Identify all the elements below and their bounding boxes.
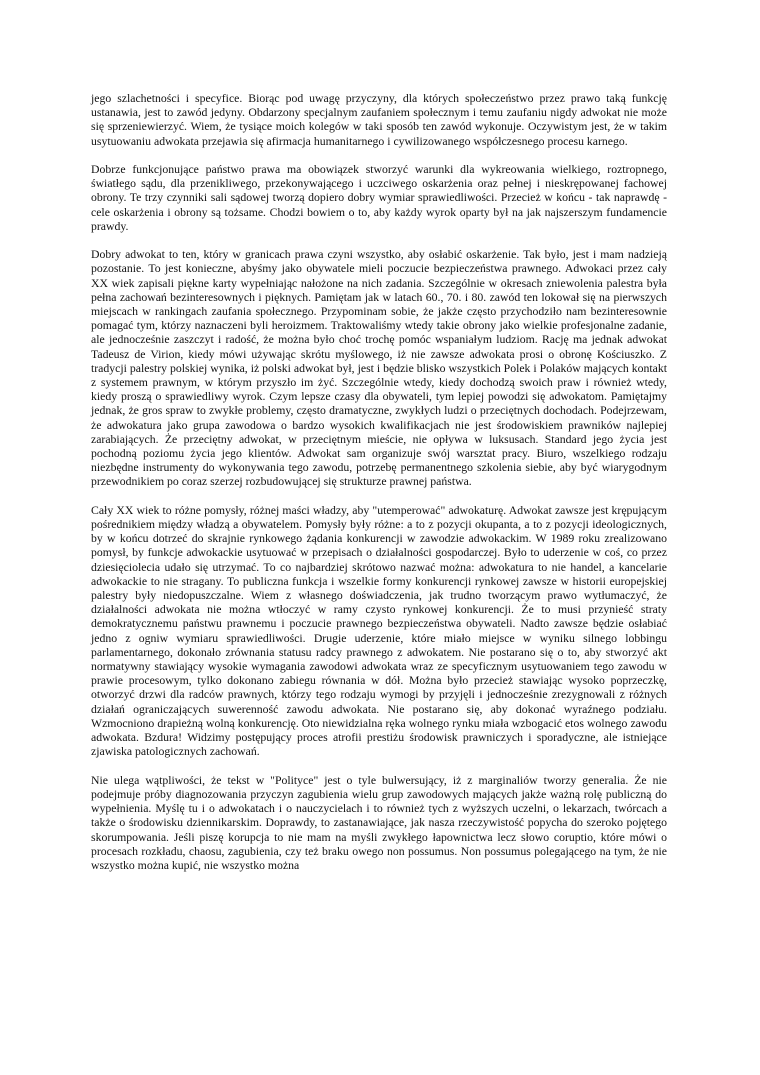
paragraph-3: Dobry adwokat to ten, który w granicach prawa czyni wszystko, aby osłabić oskarżenie. Tak było, jest i mam nadzieją pozostanie. To jest konieczne, abyśmy jako obywatele mieli poczucie bezpieczeństwa prawnego. Adwokaci przez cały XX wiek zapisali piękne karty wypełniając nałożone na nich zadania. Szczególnie w okresach zniewolenia palestra była pełna zachowań bezinteresownych i pięknych. Pamiętam jak w latach 60., 70. i 80. zawód ten lokował się na pierwszych miejscach w rankingach zaufania społecznego. Przypominam sobie, że jakże często przychodziło nam bezinteresownie pomagać tym, którzy naznaczeni byli heroizmem. Traktowaliśmy wtedy takie obrony jako wielkie profesjonalne zadanie, ale jednocześnie zaszczyt i radość, że można było choć trochę pomóc wspaniałym ludziom. Rację ma jednak adwokat Tadeusz de Virion, kiedy mówi używając skrótu myślowego, iż nie zawsze adwokata prosi o obronę Kościuszko. Z tradycji palestry polskiej wynika, iż polski adwokat był, jest i będzie blisko wszystkich Polek i Polaków mających kontakt z systemem prawnym, w którym przyszło im żyć. Szczególnie wtedy, kiedy dochodzą swoich praw i również wtedy, kiedy proszą o sprawiedliwy wyrok. Czym lepsze czasy dla obywateli, tym lepiej powodzi się adwokatom. Pamiętajmy jednak, że gros spraw to zwykłe problemy, często dramatyczne, zwykłych ludzi o przeciętnych dochodach. Podejrzewam, że adwokatura jako grupa zawodowa o bardzo wysokich kwalifikacjach nie jest środowiskiem prawników najlepiej zarabiających. Że przeciętny adwokat, w przeciętnym mieście, nie opływa w luksusach. Standard jego życia jest pochodną poziomu życia jego klientów. Adwokat sam organizuje swój warsztat pracy. Biuro, wszelkiego rodzaju niezbędne instrumenty do wykonywania tego zawodu, potrzebę permanentnego szkolenia siebie, aby być wiarygodnym przewodnikiem po coraz szerzej rozbudowującej się strukturze prawnej państwa. — [91, 248, 667, 489]
paragraph-5: Nie ulega wątpliwości, że tekst w "Polityce" jest o tyle bulwersujący, iż z marginaliów tworzy generalia. Że nie podejmuje próby diagnozowania przyczyn zagubienia wielu grup zawodowych mających jakże ważną rolę publiczną do wypełnienia. Myślę tu i o adwokatach i o nauczycielach i to również tych z wyższych uczelni, o lekarzach, twórcach a także o środowisku dziennikarskim. Doprawdy, to zastanawiające, jak nasza rzeczywistość popycha do szeroko pojętego skorumpowania. Jeśli piszę korupcja to nie mam na myśli zwykłego łapownictwa lecz słowo coruptio, które mówi o procesach rozkładu, chaosu, zagubienia, czy też braku owego non possumus. Non possumus polegającego na tym, że nie wszystko można kupić, nie wszystko można — [91, 773, 667, 872]
paragraph-2: Dobrze funkcjonujące państwo prawa ma obowiązek stworzyć warunki dla wykreowania wielkiego, roztropnego, światłego sądu, dla przenikliwego, przekonywającego i uczciwego oskarżenia oraz pełnej i nieskrępowanej fachowej obrony. Te trzy czynniki sali sądowej tworzą dopiero dobry wymiar sprawiedliwości. Przecież w końcu - tak naprawdę - cele oskarżenia i obrony są tożsame. Chodzi bowiem o to, aby każdy wyrok oparty był na jak najszerszym fundamencie prawdy. — [91, 163, 667, 233]
document-page — [91, 92, 667, 887]
paragraph-4: Cały XX wiek to różne pomysły, różnej maści władzy, aby "utemperować" adwokaturę. Adwokat zawsze jest krępującym pośrednikiem między władzą a obywatelem. Pomysły były różne: a to z pozycji okupanta, a to z pozycji ideologicznych, by w końcu dotrzeć do skrajnie rynkowego żądania konkurencji w zawodzie adwokackim. W 1989 roku zrealizowano pomysł, by funkcje adwokackie usytuować w przepisach o działalności gospodarczej. Było to uderzenie w coś, co przez dziesięciolecia udało się utrzymać. To co najbardziej skrótowo nazwać można: adwokatura to nie handel, a kancelarie adwokackie to nie stragany. To publiczna funkcja i wszelkie formy konkurencji rynkowej zawsze w historii europejskiej palestry były niedopuszczalne. Wiem z własnego doświadczenia, jak trudno tworzącym prawo wytłumaczyć, że działalności adwokata nie można wtłoczyć w ramy czysto rynkowej konkurencji. Że to musi przynieść straty demokratycznemu państwu prawnemu i poczucie prawnego bezpieczeństwa obywateli. Nadto zawsze będzie osłabiać jedno z ogniw wymiaru sprawiedliwości. Drugie uderzenie, które miało miejsce w wyniku silnego lobbingu parlamentarnego, dokonało zrównania statusu radcy prawnego z adwokatem. Nie postarano się o to, aby stworzyć akt normatywny stawiający wysokie wymagania zawodowi adwokata wraz ze specyficznym usytuowaniem tego zawodu w prawie procesowym, tylko dokonano zabiegu równania w dół. Można było przecież stawiając wysoko poprzeczkę, otworzyć drzwi dla radców prawnych, którzy tego rodzaju wymogi by przyjęli i jednocześnie zrezygnowali z różnych działań ograniczających suwerenność zawodu adwokata. Nie postarano się, aby dokonać wyraźnego podziału. Wzmocniono drapieżną wolną konkurencję. Oto niewidzialna ręka wolnego rynku miała wzbogacić etos wolnego zawodu adwokata. Bzdura! Widzimy postępujący proces atrofii prestiżu środowisk prawniczych i sporadyczne, ale istniejące zjawiska patologicznych zachowań. — [91, 503, 667, 759]
paragraph-1: jego szlachetności i specyfice. Biorąc pod uwagę przyczyny, dla których społeczeństwo przez prawo taką funkcję ustanawia, jest to zawód jedyny. Obdarzony specjalnym zaufaniem społecznym i temu zaufaniu nigdy adwokat nie może się sprzeniewierzyć. Wiem, że tysiące moich kolegów w taki sposób ten zawód wykonuje. Oczywistym jest, że w takim usytuowaniu adwokata przejawia się afirmacja humanitarnego i cywilizowanego współczesnego procesu karnego. — [91, 92, 667, 148]
